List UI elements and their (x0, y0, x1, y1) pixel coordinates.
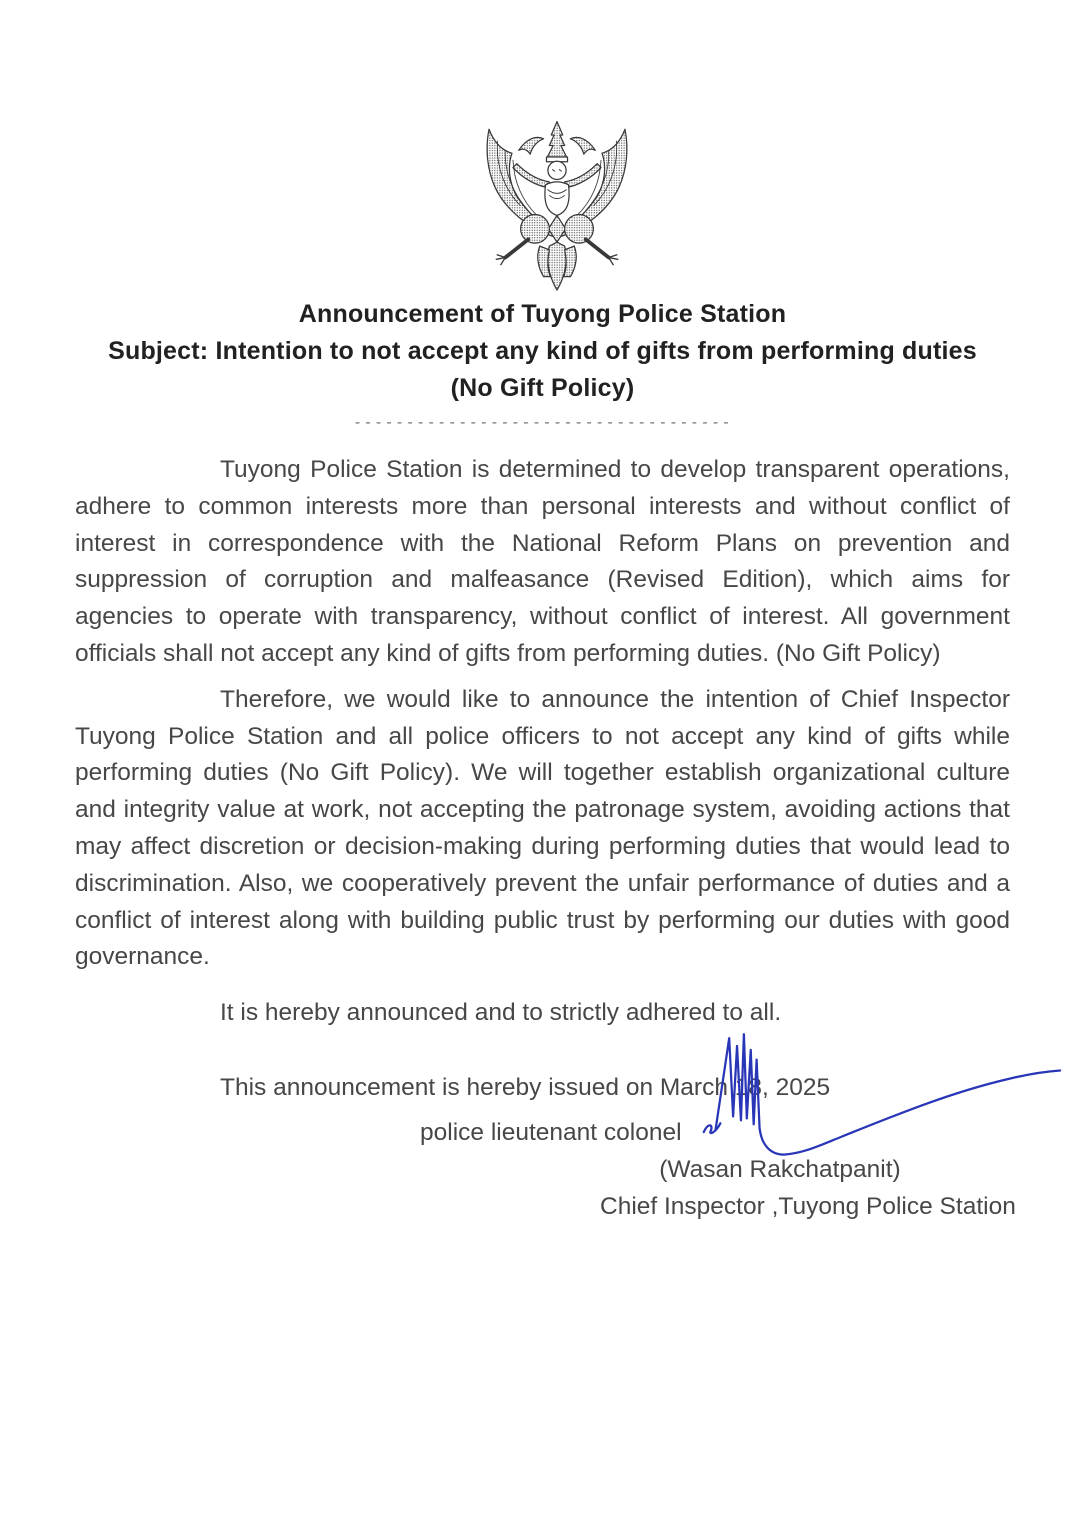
dashed-separator: ------------------------------------ (352, 413, 733, 431)
subject-line: Subject: Intention to not accept any kind of gifts from performing duties (108, 337, 977, 365)
date-line: This announcement is hereby issued on March 18, 2025 (220, 1073, 831, 1101)
signatory-name: (Wasan Rakchatpanit) (659, 1156, 901, 1183)
paragraph-2: Therefore, we would like to announce the intention of Chief Inspector Tuyong Police Station and all police officers to not accept any kind of gifts while performing duties (No Gift Policy). We will together establish organizational culture and integrity value at work, not accepting the patronage system, avoiding actions that may affect discretion or decision-making during performing duties that would lead to discrimination. Also, we cooperatively prevent the unfair performance of duties and a conflict of interest along with building public trust by performing our duties with good governance. (75, 685, 1010, 971)
title-block (75, 296, 1010, 407)
signatory-position: Chief Inspector ,Tuyong Police Station (600, 1193, 1016, 1220)
signature-ink (692, 1022, 1064, 1160)
paragraph-1: Tuyong Police Station is determined to develop transparent operations, adhere to common interests more than personal interests and without conflict of interest in correspondence with the National Reform Plans on prevention and suppression of corruption and malfeasance (Revised Edition), which aims for agencies to operate with transparency, without conflict of interest. All government officials shall not accept any kind of gifts from performing duties. (No Gift Policy) (75, 456, 1010, 667)
signatory-rank: police lieutenant colonel (420, 1119, 682, 1146)
garuda-emblem-icon (459, 112, 655, 292)
closing-line: It is hereby announced and to strictly adhered to all. (220, 999, 782, 1027)
policy-label: (No Gift Policy) (450, 374, 635, 402)
document-title: Announcement of Tuyong Police Station (298, 300, 787, 328)
